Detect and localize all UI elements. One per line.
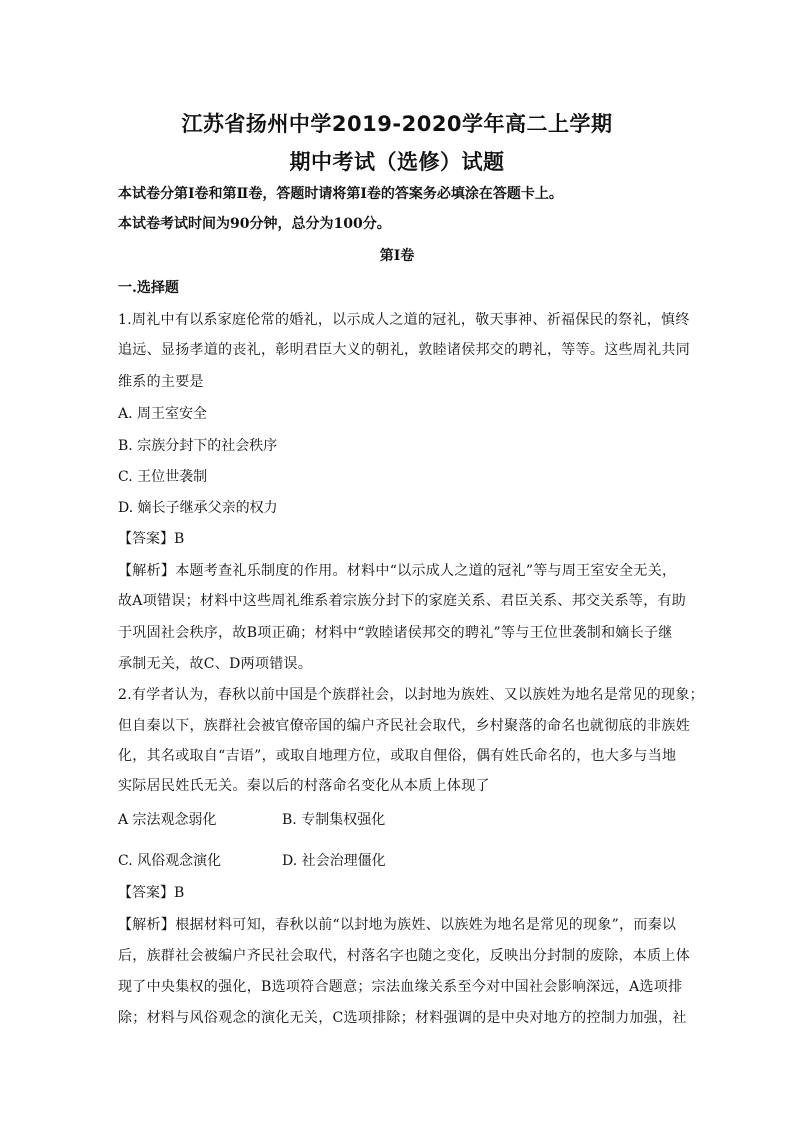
q2-option-a: A 宗法观念弱化 (118, 812, 217, 828)
q1-analysis-line: 于巩固社会秩序，故B项正确；材料中“敦睦诸侯邦交的聘礼”等与王位世袭制和嫡长子继 (118, 625, 673, 641)
q1-option-d: D. 嫡长子继承父亲的权力 (118, 500, 278, 516)
exam-subtitle: 期中考试（选修）试题 (289, 150, 505, 174)
part-title: 第Ⅰ卷 (379, 248, 415, 264)
q1-stem-line: 1.周礼中有以系家庭伦常的婚礼，以示成人之道的冠礼，敬天事神、祈福保民的祭礼，慎终 (118, 312, 690, 328)
exam-title: 江苏省扬州中学2019-2020学年高二上学期 (181, 112, 613, 136)
section-title: 一.选择题 (118, 280, 179, 296)
q2-stem-line: 化，其名或取自“吉语”，或取自地理方位，或取自俚俗，偶有姓氏命名的，也大多与当地 (118, 748, 677, 764)
q2-stem-line: 实际居民姓氏无关。秦以后的村落命名变化从本质上体现了 (118, 778, 490, 794)
q1-analysis-line: 【解析】本题考查礼乐制度的作用。材料中“以示成人之道的冠礼”等与周王室安全无关， (118, 563, 677, 579)
q1-answer: 【答案】B (118, 531, 185, 547)
instruction-line: 本试卷分第Ⅰ卷和第Ⅱ卷，答题时请将第Ⅰ卷的答案务必填涂在答题卡上。 (118, 186, 563, 202)
q1-option-c: C. 王位世袭制 (118, 469, 208, 485)
q2-answer: 【答案】B (118, 885, 185, 901)
q1-option-b: B. 宗族分封下的社会秩序 (118, 438, 278, 454)
q2-analysis-line: 现了中央集权的强化，B选项符合题意；宗法血缘关系至今对中国社会影响深远，A选项排 (118, 979, 683, 995)
q2-option-d: D. 社会治理僵化 (282, 853, 386, 869)
q2-stem-line: 但自秦以下，族群社会被官僚帝国的编户齐民社会取代，乡村聚落的命名也就彻底的非族姓 (118, 718, 690, 734)
instruction-line: 本试卷考试时间为90分钟，总分为100分。 (118, 216, 391, 232)
q2-analysis-line: 【解析】根据材料可知，春秋以前“以封地为族姓、以族姓为地名是常见的现象”，而秦以 (118, 917, 677, 933)
q1-analysis-line: 故A项错误；材料中这些周礼维系着宗族分封下的家庭关系、君臣关系、邦交关系等，有助 (118, 593, 687, 609)
q2-option-b: B. 专制集权强化 (282, 812, 386, 828)
q1-analysis-line: 承制无关，故C、D两项错误。 (118, 656, 313, 672)
q2-analysis-line: 后，族群社会被编户齐民社会取代，村落名字也随之变化，反映出分封制的废除，本质上体 (118, 948, 690, 964)
q2-option-c: C. 风俗观念演化 (118, 853, 222, 869)
q1-stem-line: 追远、显扬孝道的丧礼，彰明君臣大义的朝礼，敦睦诸侯邦交的聘礼，等等。这些周礼共同 (118, 342, 690, 358)
q2-stem-line: 2.有学者认为，春秋以前中国是个族群社会，以封地为族姓、又以族姓为地名是常见的现象； (118, 687, 704, 703)
q1-stem-line: 维系的主要是 (118, 374, 204, 390)
q1-option-a: A. 周王室安全 (118, 406, 208, 422)
q2-analysis-line: 除；材料与风俗观念的演化无关，C选项排除；材料强调的是中央对地方的控制力加强，社 (118, 1010, 687, 1026)
